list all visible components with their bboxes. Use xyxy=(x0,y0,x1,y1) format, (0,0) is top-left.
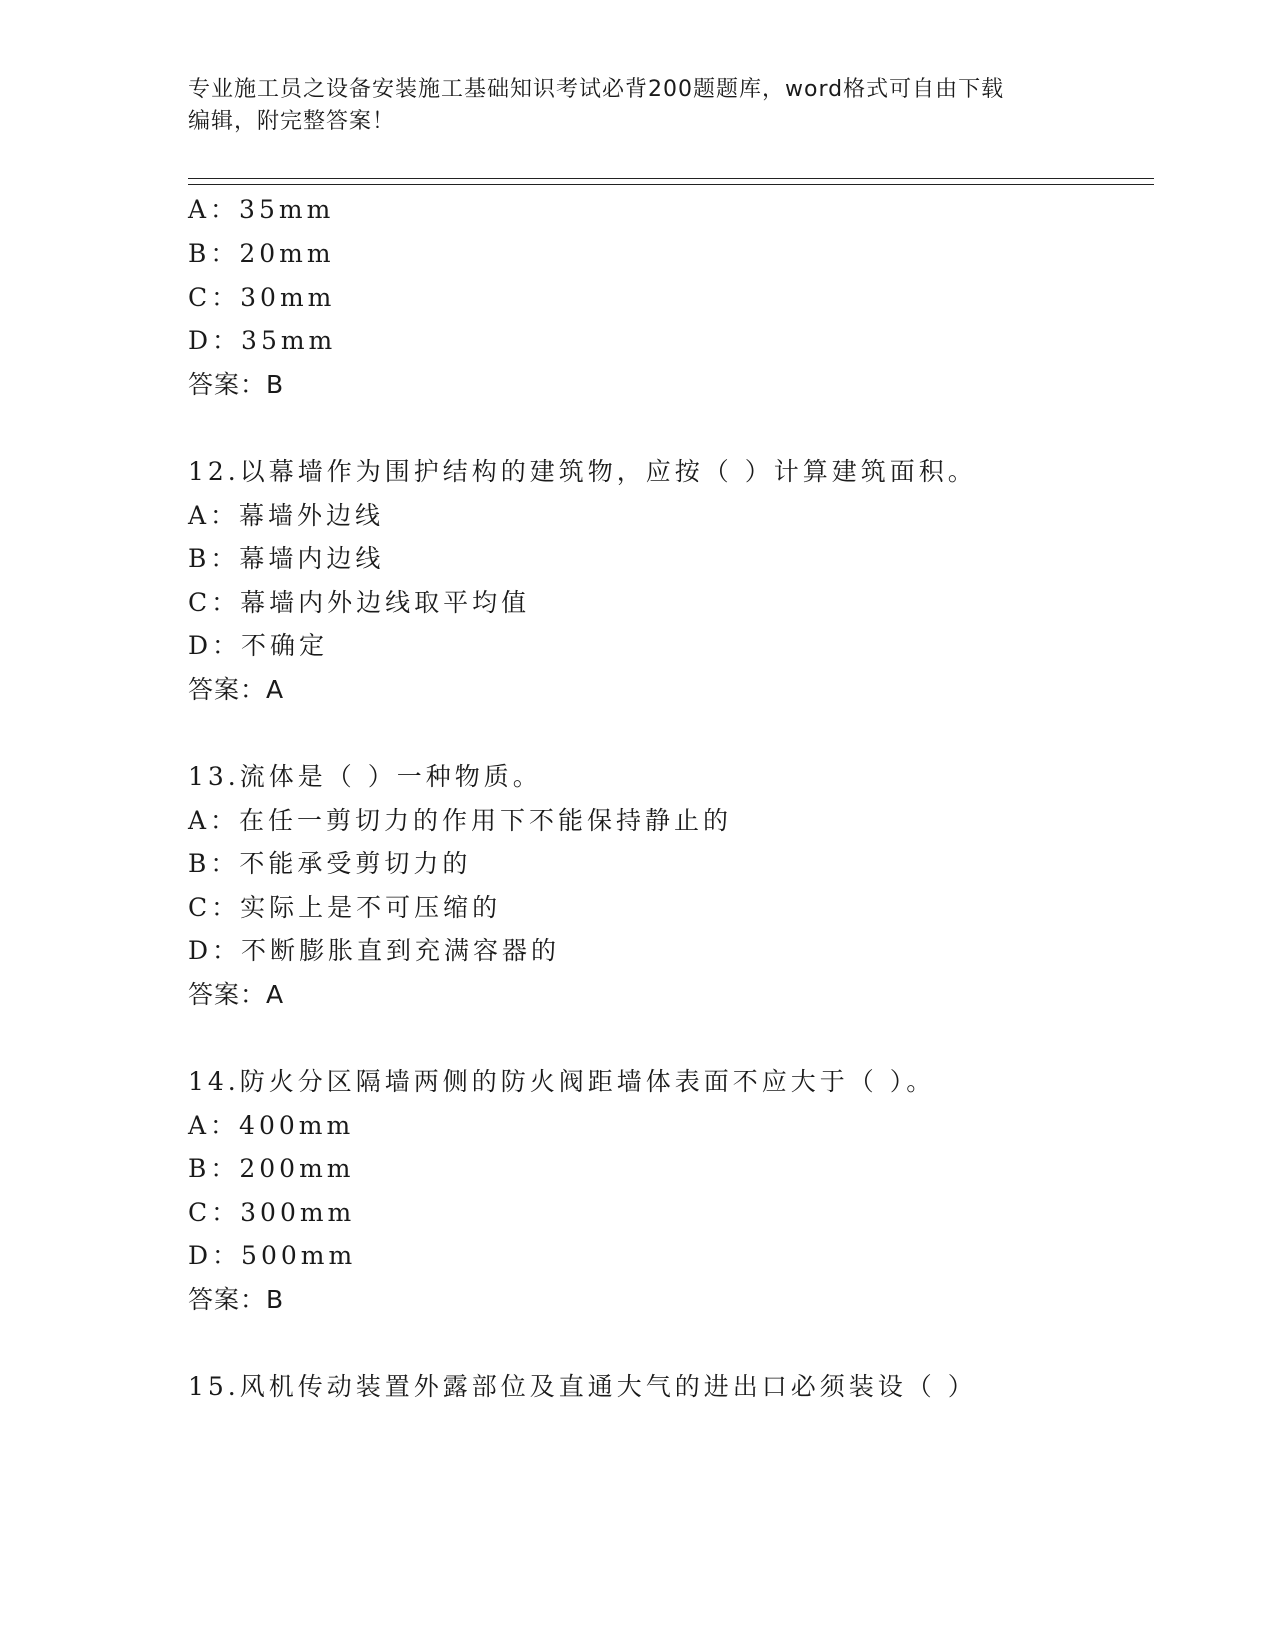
document-title xyxy=(188,74,1088,138)
q13-option-b: B：不能承受剪切力的 xyxy=(188,849,472,878)
q12-option-c: C：幕墙内外边线取平均值 xyxy=(188,588,531,617)
q11-option-c: C：30mm xyxy=(188,283,336,312)
q14-question: 14.防火分区隔墙两侧的防火阀距墙体表面不应大于（ ）。 xyxy=(188,1067,936,1096)
q13-answer: 答案：A xyxy=(188,980,285,1009)
q12-answer: 答案：A xyxy=(188,675,285,704)
q14-option-c: C：300mm xyxy=(188,1198,356,1227)
q13-question: 13.流体是（ ）一种物质。 xyxy=(188,762,542,791)
q13-option-c: C：实际上是不可压缩的 xyxy=(188,893,502,922)
header-divider-top xyxy=(188,178,1154,179)
q14-answer: 答案：B xyxy=(188,1285,285,1314)
q12-option-b: B：幕墙内边线 xyxy=(188,544,385,573)
q14-option-b: B：200mm xyxy=(188,1154,355,1183)
q12-option-a: A：幕墙外边线 xyxy=(188,501,385,530)
q13-option-a: A：在任一剪切力的作用下不能保持静止的 xyxy=(188,806,733,835)
q11-option-d: D：35mm xyxy=(188,326,337,355)
q11-option-a: A：35mm xyxy=(188,195,335,224)
q11-answer: 答案：B xyxy=(188,370,285,399)
q14-option-a: A：400mm xyxy=(188,1111,355,1140)
title-line-2: 编辑，附完整答案！ xyxy=(188,109,396,134)
q11-option-b: B：20mm xyxy=(188,239,335,268)
q13-option-d: D：不断膨胀直到充满容器的 xyxy=(188,936,561,965)
q14-option-d: D：500mm xyxy=(188,1241,357,1270)
q12-option-d: D：不确定 xyxy=(188,631,329,660)
title-line-1: 专业施工员之设备安装施工基础知识考试必背200题题库，word格式可自由下载 xyxy=(188,77,1005,102)
q15-question: 15.风机传动装置外露部位及直通大气的进出口必须装设（ ） xyxy=(188,1372,977,1401)
q12-question: 12.以幕墙作为围护结构的建筑物，应按（ ）计算建筑面积。 xyxy=(188,457,977,486)
header-divider-bottom xyxy=(188,184,1154,185)
